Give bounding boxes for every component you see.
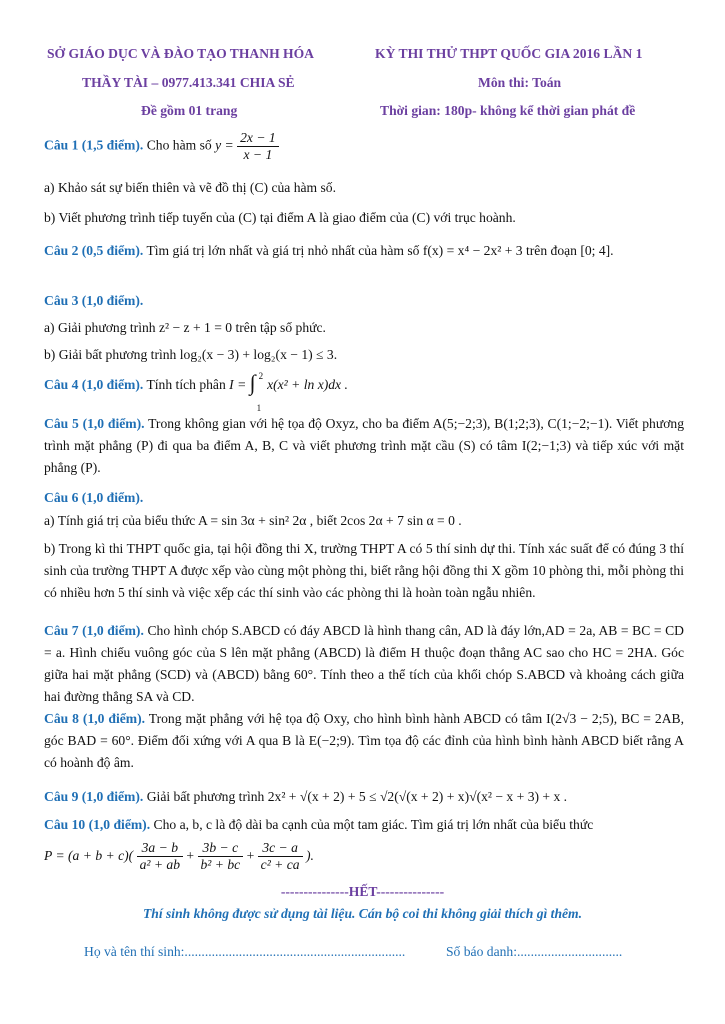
candidate-name-field: Họ và tên thí sinh:................................................................. <box>84 944 406 959</box>
fraction-2 <box>198 840 244 873</box>
question-5 <box>44 413 684 479</box>
question-2-text: Tìm giá trị lớn nhất và giá trị nhỏ nhất của hàm số f(x) = x⁴ − 2x² + 3 trên đoạn [0; 4]. <box>146 243 614 258</box>
candidate-id-field: Số báo danh:............................... <box>446 944 623 959</box>
header-time: Thời gian: 180p- không kể thời gian phát đề <box>380 103 636 118</box>
question-1-denominator: x − 1 <box>243 147 273 162</box>
integral-lower-bound: 1 <box>256 402 262 413</box>
question-1-text: Cho hàm số <box>146 137 212 153</box>
fraction-2-numerator: 3b − c <box>198 840 244 857</box>
question-4-lhs: I = <box>229 377 247 392</box>
question-6b: b) Trong kì thi THPT quốc gia, tại hội đồng thi X, trường THPT A có 5 thí sinh dự thi. Tính xác suất để có đúng 3 thí sinh của trường THPT A được xếp vào cùng một phòng thi, biết rằng hội đồng thi X gồm 10 phòng thi, mỗi phòng thi có nhiều hơn 5 thí sinh và việc xếp các thí sinh vào các phòng thi là hoàn toàn ngẫu nhiên. <box>44 541 684 600</box>
question-9-text: Giải bất phương trình 2x² + √(x + 2) + 5 ≤ √2(√(x + 2) + x)√(x² − x + 3) + x . <box>146 789 568 804</box>
question-8-text: Trong mặt phẳng với hệ tọa độ Oxy, cho hình bình hành ABCD có tâm I(2√3 − 2;5), BC = 2AB, góc BAD = 60°. Điểm đối xứng với A qua B là E(−2;9). Tìm tọa độ các đỉnh của hình bình hành ABCD biết rằng A có hoành độ âm. <box>44 711 684 770</box>
question-3b: b) Giải bất phương trình log₂(x − 3) + log₂(x − 1) ≤ 3. <box>44 347 338 362</box>
question-4-integrand: x(x² + ln x)dx . <box>267 377 348 392</box>
header-exam-title: KỲ THI THỬ THPT QUỐC GIA 2016 LẦN 1 <box>375 46 643 61</box>
question-2 <box>44 240 684 262</box>
question-10-rhs: ). <box>305 848 314 863</box>
question-3-label: Câu 3 (1,0 điểm). <box>44 293 144 308</box>
fraction-3-numerator: 3c − a <box>258 840 303 857</box>
fraction-1-denominator: a² + ab <box>139 857 181 873</box>
fraction-2-denominator: b² + bc <box>200 857 241 873</box>
end-marker: ---------------HẾT--------------- <box>280 884 445 899</box>
header-subject: Môn thi: Toán <box>478 75 562 90</box>
exam-note: Thí sinh không được sử dụng tài liệu. Cán bộ coi thi không giải thích gì thêm. <box>142 906 583 921</box>
question-6a: a) Tính giá trị của biểu thức A = sin 3α + sin² 2α , biết 2cos 2α + 7 sin α = 0 . <box>44 513 462 528</box>
question-10-expression: P = (a + b + c)( $\frac{3a - b}{\text{a² + ab}}$ + $\frac{3b - c}{\text{b² + bc}}$ + $\frac{3c - a}{\text{c² + ca}}$ ). <box>44 840 314 873</box>
question-1b: b) Viết phương trình tiếp tuyến của (C) tại điểm A là giao điểm của (C) với trục hoành. <box>44 210 516 225</box>
question-9-label: Câu 9 (1,0 điểm). <box>44 789 144 804</box>
question-4-label: Câu 4 (1,0 điểm). <box>44 377 144 392</box>
question-4-text: Tính tích phân <box>146 377 226 392</box>
header-department: SỞ GIÁO DỤC VÀ ĐÀO TẠO THANH HÓA <box>47 46 315 61</box>
question-2-label: Câu 2 (0,5 điểm). <box>44 243 144 258</box>
question-1-label: Câu 1 (1,5 điểm). <box>44 137 144 153</box>
question-7-label: Câu 7 (1,0 điểm). <box>44 623 144 638</box>
question-10-label: Câu 10 (1,0 điểm). <box>44 817 151 832</box>
fraction-3-denominator: c² + ca <box>260 857 300 873</box>
question-1 <box>44 130 684 163</box>
question-5-label: Câu 5 (1,0 điểm). <box>44 416 145 431</box>
question-10-lhs: P = (a + b + c)( <box>44 848 134 863</box>
question-10 <box>44 814 684 836</box>
question-1-func-lhs: y = <box>215 137 234 153</box>
question-7 <box>44 620 684 708</box>
question-1-fraction <box>237 130 279 163</box>
question-10-text: Cho a, b, c là độ dài ba cạnh của một tam giác. Tìm giá trị lớn nhất của biểu thức <box>153 817 594 832</box>
question-9 <box>44 786 684 808</box>
question-8-label: Câu 8 (1,0 điểm). <box>44 711 146 726</box>
question-4 <box>44 369 684 413</box>
question-6 <box>44 487 684 509</box>
integral-sign: ∫ 2 1 <box>250 375 264 397</box>
question-8 <box>44 708 684 774</box>
fraction-3 <box>258 840 303 873</box>
integral-upper-bound: 2 <box>258 370 264 381</box>
fraction-1 <box>137 840 183 873</box>
question-3a: a) Giải phương trình z² − z + 1 = 0 trên tập số phức. <box>44 320 326 335</box>
question-1a: a) Khảo sát sự biến thiên và vẽ đồ thị (C) của hàm số. <box>44 180 337 195</box>
fraction-1-numerator: 3a − b <box>137 840 183 857</box>
question-5-text: Trong không gian với hệ tọa độ Oxyz, cho ba điểm A(5;−2;3), B(1;2;3), C(1;−2;−1). Viết phương trình mặt phẳng (P) đi qua ba điểm A, B, C và viết phương trình mặt cầu (S) có tâm I(2;−1;3) và tiếp xúc với mặt phẳng (P). <box>44 416 685 475</box>
question-3 <box>44 290 684 312</box>
header-teacher: THẦY TÀI – 0977.413.341 CHIA SẺ <box>82 75 295 90</box>
header-page-count: Đề gồm 01 trang <box>141 103 238 118</box>
question-7-text: Cho hình chóp S.ABCD có đáy ABCD là hình thang cân, AD là đáy lớn,AD = 2a, AB = BC = CD = a. Hình chiếu vuông góc của S lên mặt phẳng (ABCD) là điểm H thuộc đoạn thẳng AC sao cho HC = 2HA. Góc giữa hai mặt phẳng (SCD) và (ABCD) bằng 60°. Tính theo a thể tích của khối chóp S.ABCD và khoảng cách giữa hai đường thẳng SA và CD. <box>44 623 685 704</box>
question-1-numerator: 2x − 1 <box>237 130 279 147</box>
question-6-label: Câu 6 (1,0 điểm). <box>44 490 144 505</box>
